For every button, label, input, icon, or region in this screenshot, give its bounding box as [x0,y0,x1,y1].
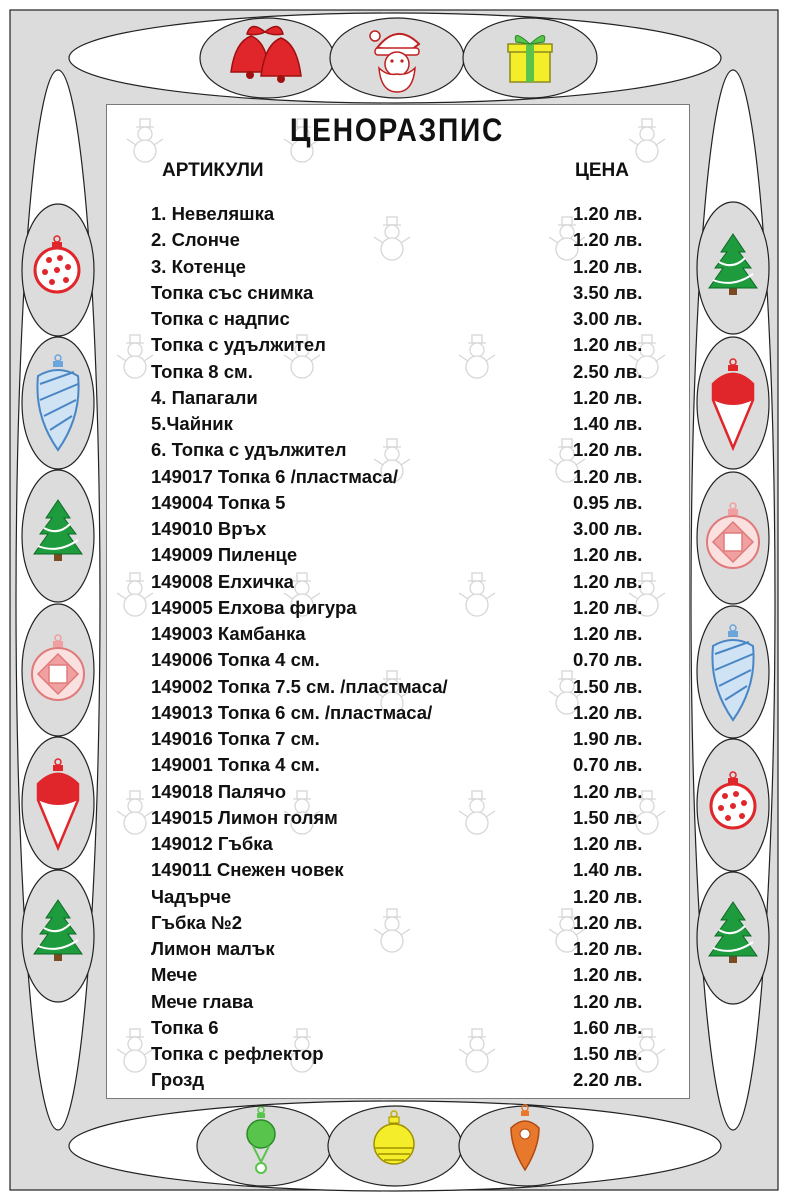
item-price: 1.20 лв. [573,465,643,487]
item-name: 3. Котенце [151,255,246,277]
item-price: 1.50 лв. [573,806,643,828]
item-name: 149013 Топка 6 см. /пластмаса/ [151,701,433,723]
item-name: Грозд [151,1069,205,1091]
item-price: 1.20 лв. [573,623,643,645]
item-name: Топка с надпис [151,308,290,330]
item-price: 1.20 лв. [573,334,643,356]
page-title: ЦЕНОРАЗПИС [289,112,505,148]
item-price: 0.70 лв. [573,649,643,671]
list-item [151,962,661,988]
list-item [151,621,661,647]
item-name: Чадърче [151,885,232,907]
list-item [151,227,661,253]
list-item [151,437,661,463]
item-name: 149005 Елхова фигура [151,596,357,618]
item-name: 149008 Елхичка [151,570,294,592]
list-item [151,201,661,227]
list-item [151,306,661,332]
item-price: 1.20 лв. [573,990,643,1012]
item-price: 1.20 лв. [573,938,643,960]
item-name: Мече [151,964,198,986]
column-header-price: ЦЕНА [575,160,629,181]
item-name: Топка 8 см. [151,360,253,382]
list-item [151,385,661,411]
item-price: 0.95 лв. [573,491,643,513]
list-item [151,1015,661,1041]
list-item [151,359,661,385]
list-item [151,411,661,437]
item-name: 149018 Палячо [151,780,287,802]
item-price: 2.50 лв. [573,360,643,382]
item-price: 1.90 лв. [573,728,643,750]
item-name: 149017 Топка 6 /пластмаса/ [151,465,398,487]
list-item [151,1041,661,1067]
item-price: 1.20 лв. [573,885,643,907]
item-price: 1.20 лв. [573,701,643,723]
list-item [151,857,661,883]
list-item [151,779,661,805]
item-price: 0.70 лв. [573,754,643,776]
list-item [151,700,661,726]
list-item [151,674,661,700]
item-name: 149010 Връх [151,518,267,540]
item-price: 1.20 лв. [573,570,643,592]
list-item [151,726,661,752]
item-name: Топка 6 [151,1016,219,1038]
list-item [151,254,661,280]
item-price: 3.00 лв. [573,308,643,330]
item-price: 1.20 лв. [573,964,643,986]
item-name: Лимон малък [151,938,275,960]
list-item [151,805,661,831]
item-name: 149015 Лимон голям [151,806,338,828]
item-name: 2. Слонче [151,229,240,251]
item-price: 1.20 лв. [573,544,643,566]
list-item [151,752,661,778]
item-price: 1.20 лв. [573,229,643,251]
list-item [151,910,661,936]
item-name: Гъбка №2 [151,911,243,933]
column-header-items: АРТИКУЛИ [162,160,264,181]
list-item [151,332,661,358]
list-item [151,490,661,516]
item-price: 1.40 лв. [573,413,643,435]
item-name: Топка с рефлектор [151,1043,324,1065]
item-price: 3.00 лв. [573,518,643,540]
item-price: 1.20 лв. [573,833,643,855]
item-name: Мече глава [151,990,254,1012]
item-price: 1.20 лв. [573,439,643,461]
snowman-icon [117,791,153,834]
list-item [151,516,661,542]
item-price: 1.60 лв. [573,1016,643,1038]
item-price: 1.20 лв. [573,911,643,933]
list-item [151,831,661,857]
item-price: 1.20 лв. [573,386,643,408]
item-name: 1. Невеляшка [151,203,275,225]
item-name: 149011 Снежен човек [151,859,344,881]
list-item [151,647,661,673]
snowman-icon [117,335,153,378]
item-price: 1.50 лв. [573,675,643,697]
item-name: 4. Папагали [151,386,258,408]
list-item [151,989,661,1015]
list-item [151,280,661,306]
item-name: 149004 Топка 5 [151,491,286,513]
item-name: 149002 Топка 7.5 см. /пластмаса/ [151,675,448,697]
item-name: 149016 Топка 7 см. [151,728,320,750]
item-name: 149006 Топка 4 см. [151,649,320,671]
list-item [151,1067,661,1093]
item-name: 149003 Камбанка [151,623,306,645]
item-name: 149009 Пиленце [151,544,298,566]
item-price: 1.20 лв. [573,780,643,802]
item-price: 1.50 лв. [573,1043,643,1065]
item-price: 1.20 лв. [573,596,643,618]
list-item [151,542,661,568]
list-item [151,884,661,910]
list-item [151,936,661,962]
item-price: 3.50 лв. [573,281,643,303]
item-name: 149012 Гъбка [151,833,273,855]
item-name: Топка със снимка [151,281,314,303]
item-price: 2.20 лв. [573,1069,643,1091]
item-name: 5.Чайник [151,413,233,435]
list-item [151,595,661,621]
snowman-icon [117,573,153,616]
item-price: 1.40 лв. [573,859,643,881]
item-price: 1.20 лв. [573,203,643,225]
list-item [151,464,661,490]
item-price: 1.20 лв. [573,255,643,277]
price-list [151,201,661,1094]
item-name: 149001 Топка 4 см. [151,754,320,776]
snowman-icon [117,1029,153,1072]
item-name: Топка с удължител [151,334,326,356]
item-name: 6. Топка с удължител [151,439,347,461]
list-item [151,569,661,595]
